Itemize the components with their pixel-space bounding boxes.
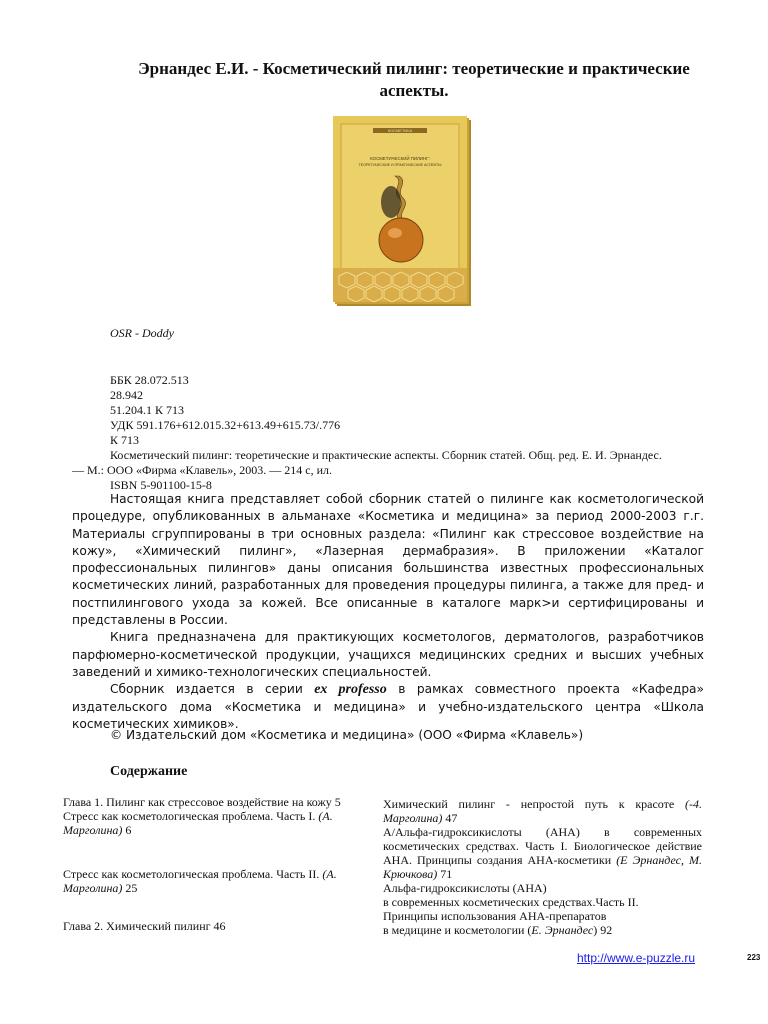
book-cover-art	[333, 116, 467, 302]
toc-entry	[63, 867, 365, 895]
toc-entry-author: (А. Марголина)	[63, 809, 333, 837]
paragraph-3-start: Сборник издается в серии	[110, 682, 315, 697]
toc-entry: Глава 2. Химический пилинг 46	[63, 919, 226, 933]
bib-line: УДК 591.176+612.015.32+613.49+615.73/.776	[110, 418, 341, 432]
page-number: 223	[747, 953, 761, 962]
toc-entry-page: 47	[442, 811, 458, 825]
bib-line: 28.942	[110, 388, 143, 402]
toc-entry-author: (-4. Марголина)	[383, 797, 702, 825]
toc-entry: Глава 1. Пилинг как стрессовое воздействие на кожу 5	[63, 795, 341, 809]
toc-entry: в современных косметических средствах.Часть II.	[383, 895, 639, 909]
toc-entry	[63, 809, 365, 837]
bibliographic-record	[72, 358, 712, 493]
cover-fruit	[379, 218, 423, 262]
cover-publisher-text: КОСМЕТИКА	[387, 128, 413, 133]
imprint-text: OSR - Doddy	[110, 326, 174, 340]
toc-entry-title: Стресс как косметологическая проблема. Часть I.	[63, 809, 319, 823]
annotation-paragraph-1: Настоящая книга представляет собой сборник статей о пилинге как косметологической процедуре, опубликованных в альманахе «Косметика и медицина» за период 2000-2003 г.г. Материалы сгруппированы в три основных раздела: «Пилинг как стрессовое воздействие на кожу», «Химический пилинг», «Лазерная дермабразия». В приложении «Каталог профессиональных пилингов» даны описания большинства известных профессиональных косметических линий, разработанных для проведения процедуры пилинга, а также для пред- и постпилингового ухода за кожей. Все описанные в каталоге марк>и сертифицированы и представлены в России.	[72, 492, 704, 628]
toc-entry: Принципы использования АНА-препаратов	[383, 909, 607, 923]
toc-entry-title: А/Альфа-гидроксикислоты (АНА) в современных косметических средствах. Часть I. Биологическое действие АНА. Принципы создания АНА-косметики	[383, 825, 702, 867]
toc-spacer	[63, 837, 365, 867]
book-cover-image	[333, 116, 467, 302]
copyright-line: © Издательский дом «Косметика и медицина» (ООО «Фирма «Клавель»)	[110, 728, 584, 742]
toc-left-column	[63, 795, 365, 933]
cover-title-line-1: КОСМЕТИЧЕСКИЙ ПИЛИНГ:	[370, 156, 430, 161]
toc-entry-author: (А. Марголина)	[63, 867, 337, 895]
toc-entry	[383, 825, 702, 881]
bib-line: ББК 28.072.513	[110, 373, 189, 387]
toc-entry-page: 6	[122, 823, 132, 837]
toc-entry-title: Стресс как косметологическая проблема. Часть II.	[63, 867, 323, 881]
toc-spacer	[63, 895, 365, 919]
toc-entry-page: 71	[437, 867, 453, 881]
cover-shadow	[381, 186, 401, 218]
imprint-line	[110, 326, 174, 341]
toc-entry-author: Е. Эрнандес	[531, 923, 594, 937]
page-title: Эрнандес Е.И. - Косметический пилинг: теоретические и практические аспекты.	[138, 59, 690, 100]
website-link[interactable]: http://www.e-puzzle.ru	[577, 951, 696, 965]
bib-spacer	[72, 358, 712, 373]
bib-line: 51.204.1 К 713	[110, 403, 185, 417]
bib-description-1: Косметический пилинг: теоретические и практические аспекты. Сборник статей. Общ. ред. Е. И. Эрнандес.	[110, 448, 662, 462]
annotation-text	[72, 491, 704, 733]
toc-entry-title: Химический пилинг - непростой путь к красоте	[383, 797, 685, 811]
toc-entry-author: (Е Эрнандес, М. Крючкова)	[383, 853, 702, 881]
toc-entry-title: в медицине и косметологии (	[383, 923, 532, 937]
toc-entry	[383, 923, 702, 937]
bib-description-2: — М.: ООО «Фирма «Клавель», 2003. — 214 с, ил.	[72, 463, 332, 477]
series-name: ex professo	[314, 682, 387, 698]
paragraph-3-end: в рамках совместного проекта «Кафедра» издательского дома «Косметика и медицина» и учебно-издательского центра «Школа косметических химиков».	[72, 682, 704, 731]
contents-heading: Содержание	[110, 764, 188, 779]
cover-title-line-2: ТЕОРЕТИЧЕСКИЕ И ПРАКТИЧЕСКИЕ АСПЕКТЫ	[358, 163, 442, 167]
bib-line: К 713	[110, 433, 140, 447]
annotation-paragraph-3	[72, 681, 704, 733]
toc-entry-page: 25	[122, 881, 138, 895]
toc-entry	[383, 797, 702, 825]
toc-entry: Альфа-гидроксикислоты (АНА)	[383, 881, 547, 895]
annotation-paragraph-2: Книга предназначена для практикующих косметологов, дерматологов, разработчиков парфюмерно-косметической продукции, учащихся медицинских средних и высших учебных заведений и химико-технологических специальностей.	[72, 630, 704, 679]
bib-isbn: ISBN 5-901100-15-8	[110, 478, 212, 492]
toc-right-column	[383, 797, 702, 937]
toc-entry-page: ) 92	[593, 923, 613, 937]
